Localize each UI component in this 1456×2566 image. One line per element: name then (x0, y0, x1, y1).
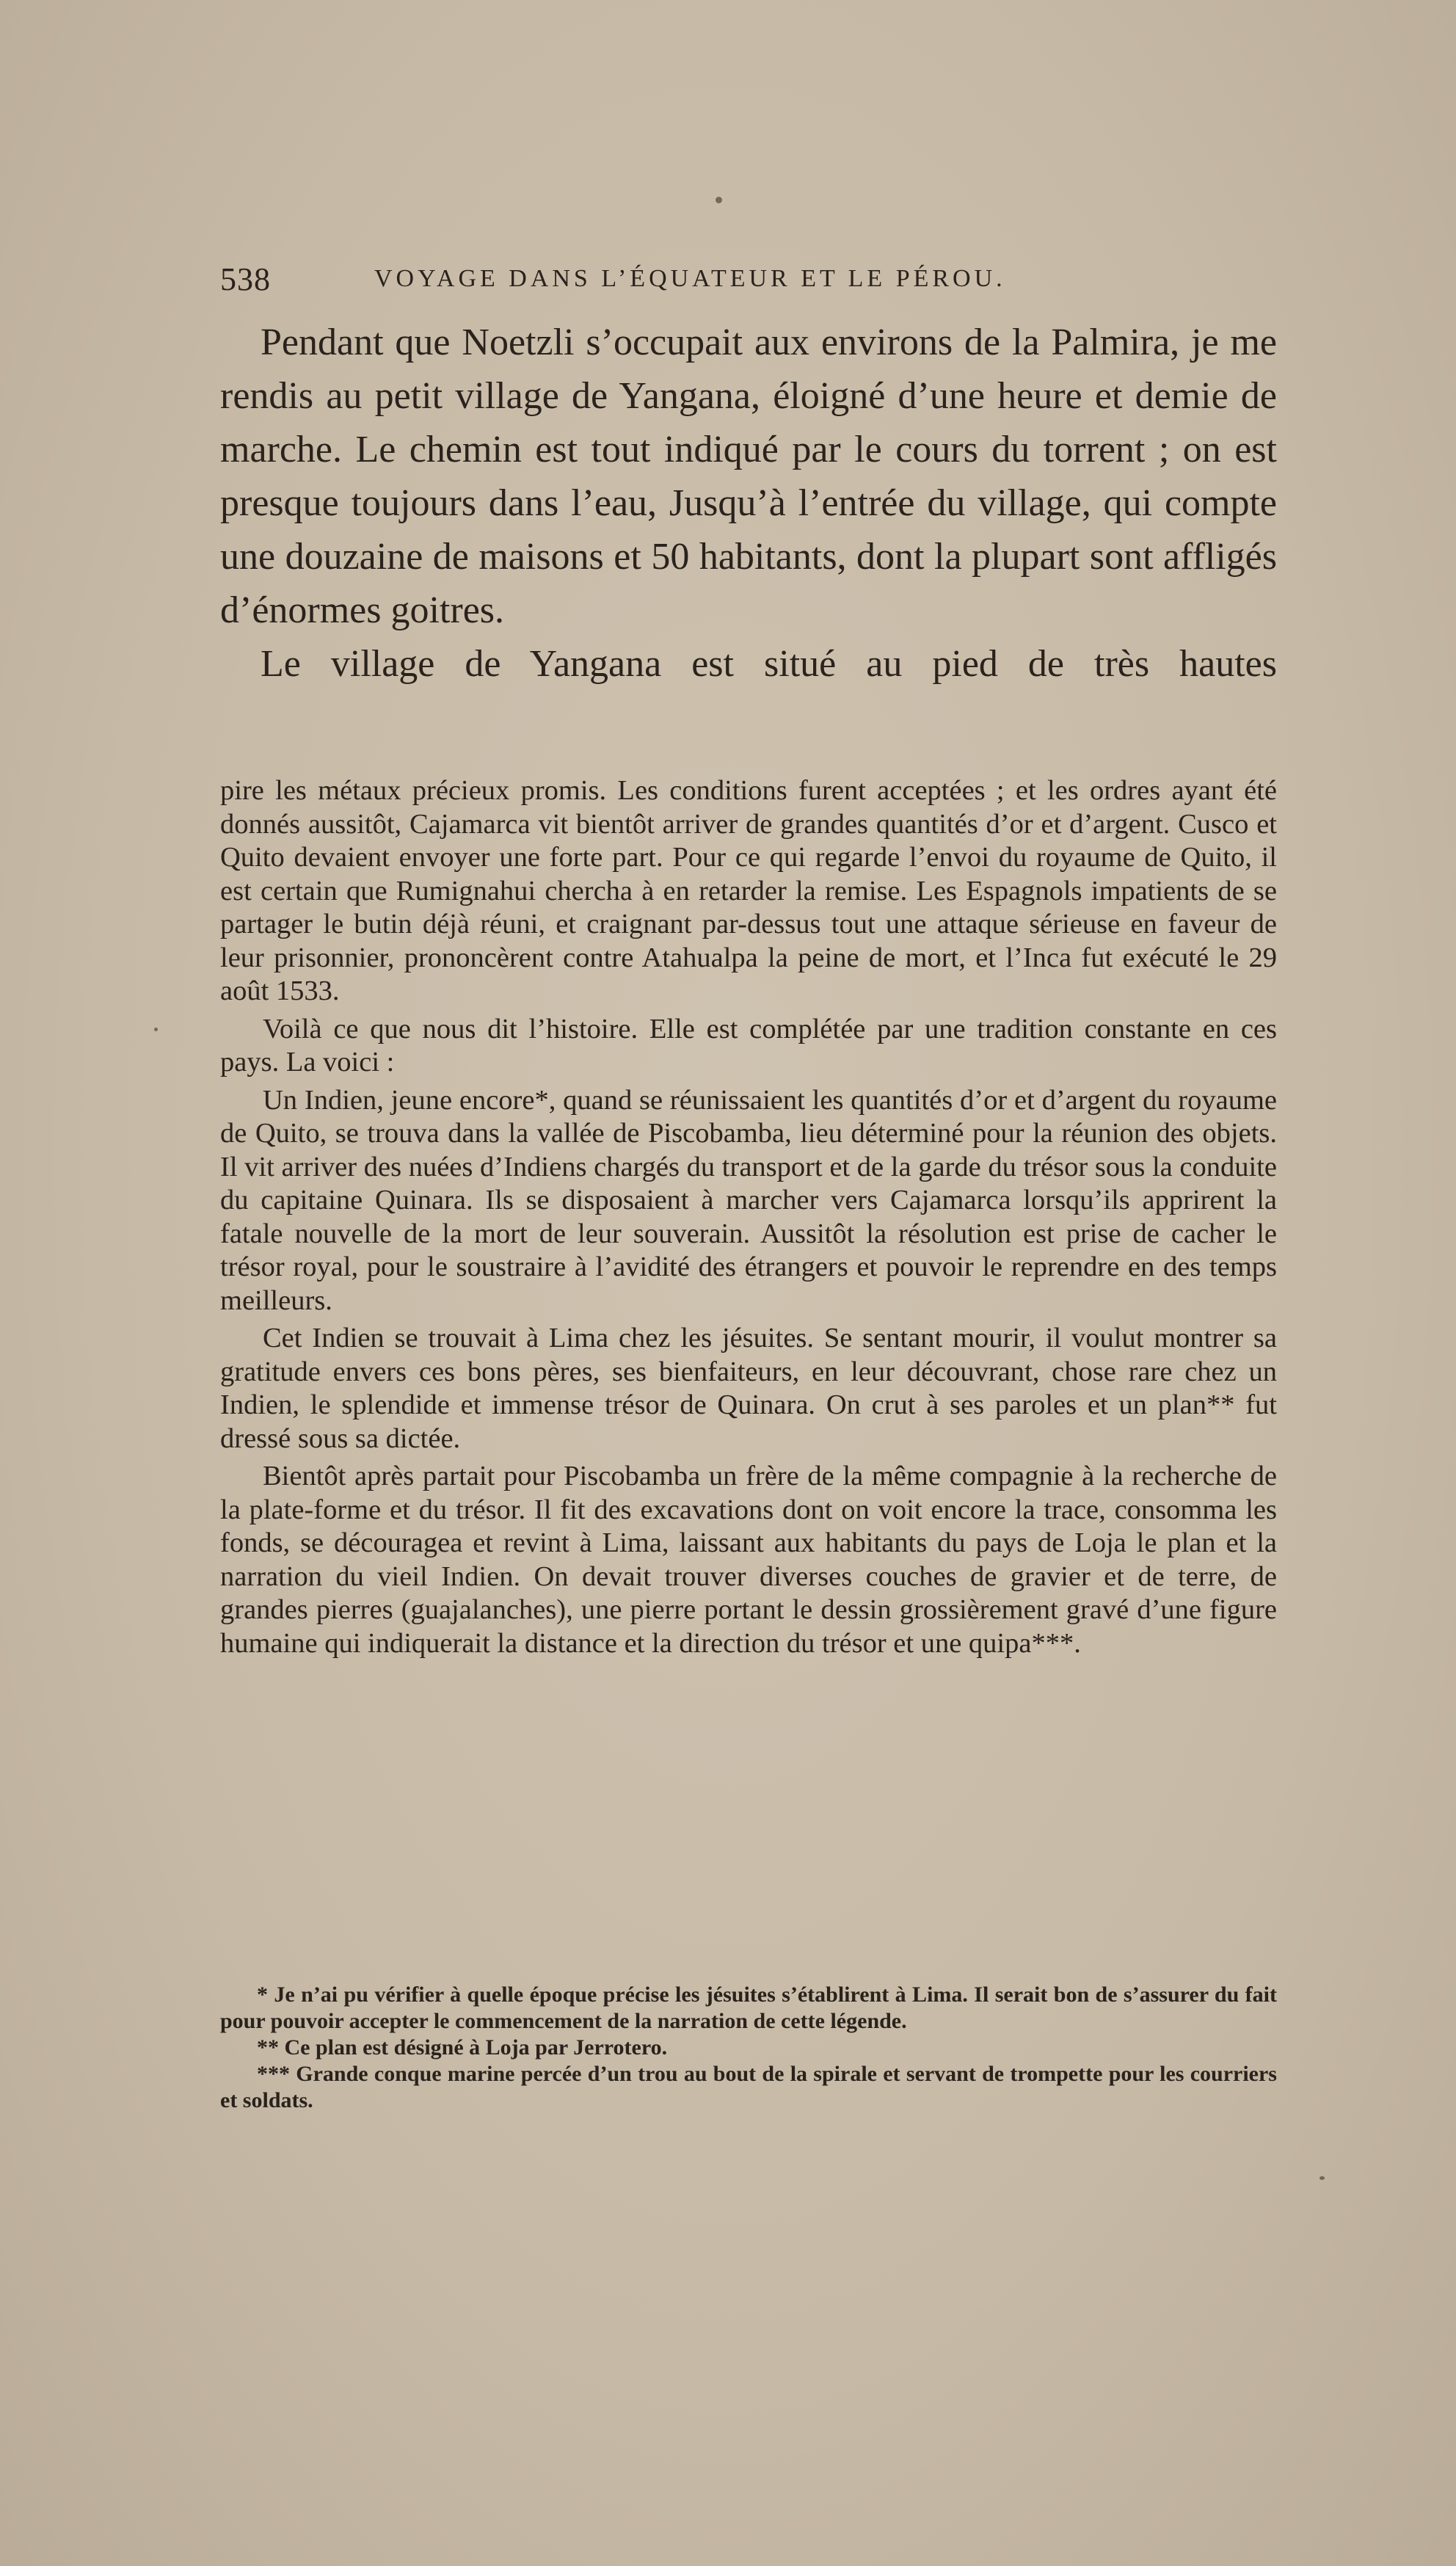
small-paragraph: Cet Indien se trouvait à Lima chez les jésuites. Se sentant mourir, il voulut montrer sa gratitude envers ces bons pères, ses bienfaiteurs, en leur découvrant, chose rare chez un Indien, le splendide et immense trésor de Quinara. On crut à ses paroles et un plan** fut dressé sous sa dictée. (220, 1323, 1277, 1454)
footnote: ** Ce plan est désigné à Loja par Jerrotero. (257, 2035, 668, 2060)
main-paragraph: Pendant que Noetzli s’occupait aux environs de la Palmira, je me rendis au petit village de Yangana, éloigné d’une heure et demie de marche. Le chemin est tout indiqué par le cours du torrent ; on est presque toujours dans l’eau, Jusqu’à l’entrée du village, qui compte une douzaine de maisons et 50 habitants, dont la plupart sont affligés d’énormes goitres. (220, 321, 1277, 631)
main-paragraph: Le village de Yangana est situé au pied de très hautes (261, 643, 1277, 685)
footnotes (220, 1982, 1277, 2114)
small-paragraph: Bientôt après partait pour Piscobamba un frère de la même compagnie à la recherche de la plate-forme et du trésor. Il fit des excavations dont on voit encore la trace, consomma les fonds, se découragea et revint à Lima, laissant aux habitants du pays de Loja le plan et la narration du vieil Indien. On devait trouver diverses couches de gravier et de terre, de grandes pierres (guajalanches), une pierre portant le dessin grossièrement gravé d’une figure humaine qui indiquerait la distance et la direction du trésor et une quipa***. (220, 1461, 1277, 1659)
page-number: 538 (220, 261, 271, 297)
small-paragraph: pire les métaux précieux promis. Les conditions furent acceptées ; et les ordres ayant été donnés aussitôt, Cajamarca vit bientôt arriver de grandes quantités d’or et d’argent. Cusco et Quito devaient envoyer une forte part. Pour ce qui regarde l’envoi du royaume de Quito, il est certain que Rumignahui chercha à en retarder la remise. Les Espagnols impatients de se partager le butin déjà réuni, et craignant par-dessus tout une attaque sérieuse en faveur de leur prisonnier, prononcèrent contre Atahualpa la peine de mort, et l’Inca fut exécuté le 29 août 1533. (220, 775, 1277, 1006)
paper-speck (1320, 2176, 1325, 2180)
small-print-text (220, 774, 1277, 1665)
footnote: *** Grande conque marine percée d’un trou au bout de la spirale et servant de trompette pour les courriers et soldats. (220, 2062, 1277, 2112)
footnote: * Je n’ai pu vérifier à quelle époque précise les jésuites s’établirent à Lima. Il serait bon de s’assurer du fait pour pouvoir accepter le commencement de la narration de cette légende. (220, 1982, 1277, 2033)
small-paragraph: Voilà ce que nous dit l’histoire. Elle est complétée par une tradition constante en ces pays. La voici : (220, 1013, 1277, 1077)
paper-speck (154, 1028, 158, 1031)
paper-speck (716, 197, 722, 203)
page-header (220, 261, 1277, 305)
small-paragraph: Un Indien, jeune encore*, quand se réunissaient les quantités d’or et d’argent du royaume de Quito, se trouva dans la vallée de Piscobamba, lieu déterminé pour la réunion des objets. Il vit arriver des nuées d’Indiens chargés du transport et de la garde du trésor sous la conduite du capitaine Quinara. Ils se disposaient à marcher vers Cajamarca lorsqu’ils apprirent la fatale nouvelle de la mort de leur souverain. Aussitôt la résolution est prise de cacher le trésor royal, pour le soustraire à l’avidité des étrangers et pouvoir le reprendre en des temps meilleurs. (220, 1084, 1277, 1316)
running-title: VOYAGE DANS L’ÉQUATEUR ET LE PÉROU. (374, 265, 1006, 292)
main-text (220, 316, 1277, 691)
